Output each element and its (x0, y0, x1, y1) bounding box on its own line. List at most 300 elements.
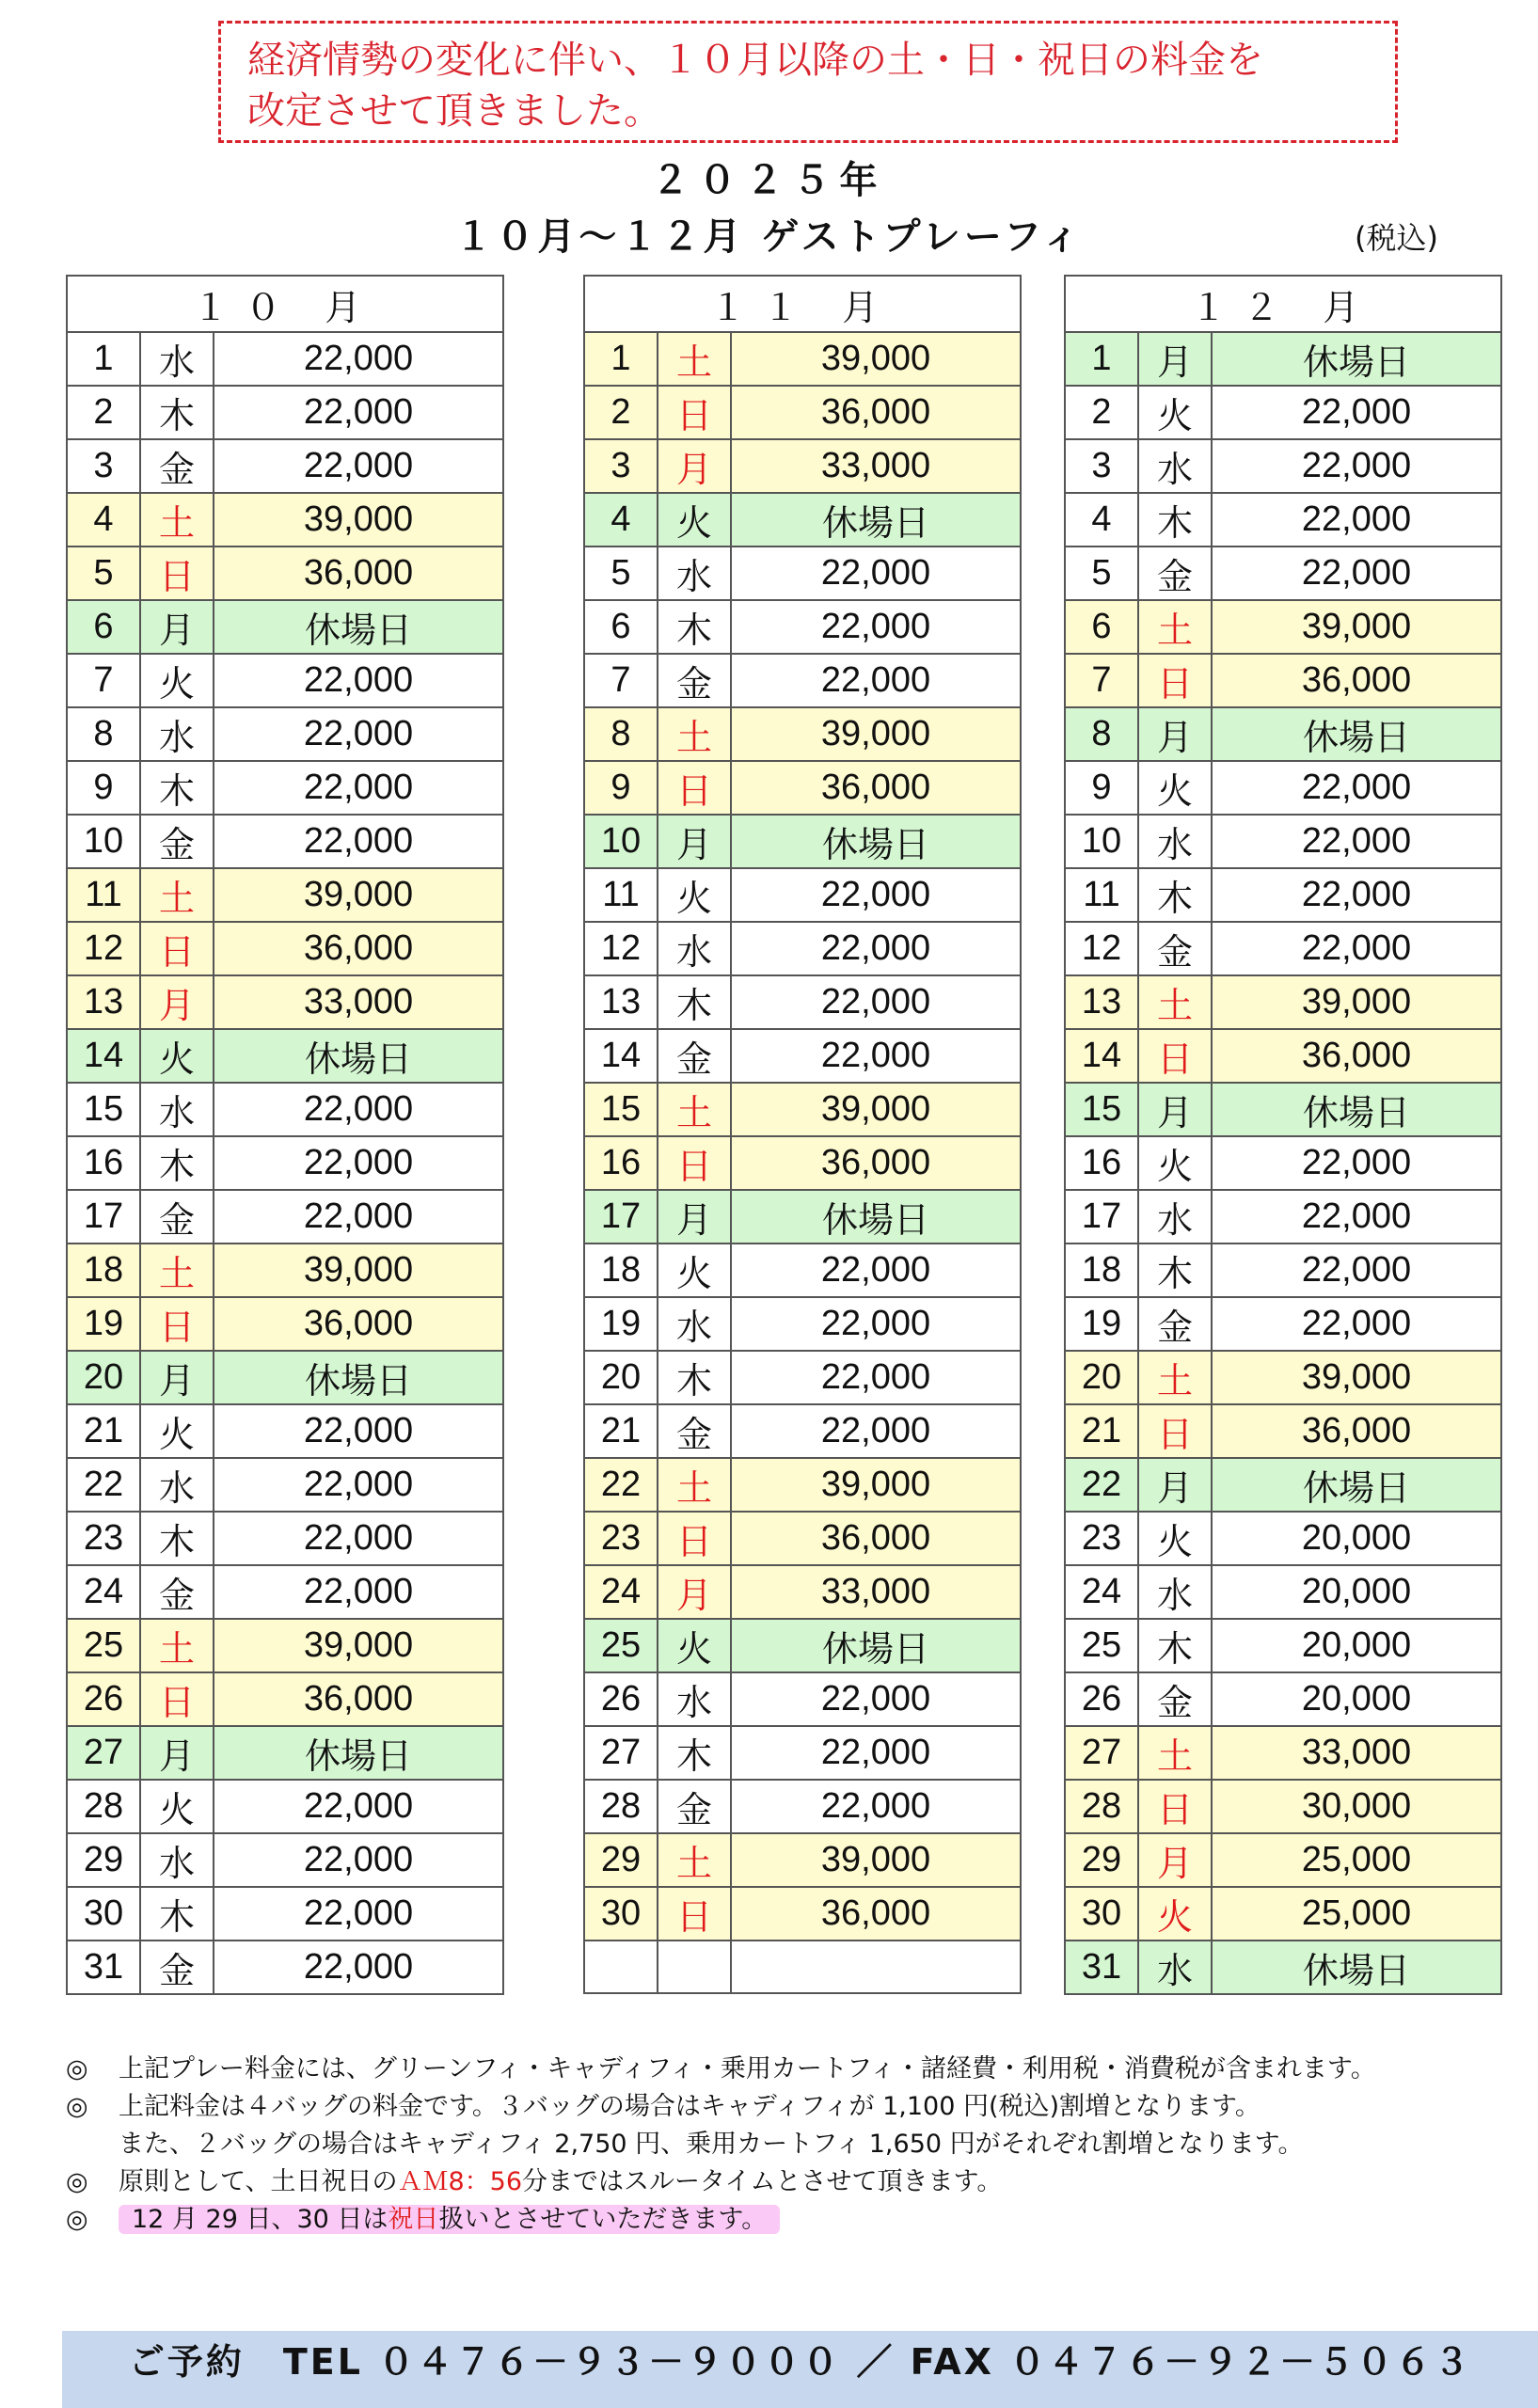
weekday: 水 (1138, 439, 1212, 493)
day-row (1065, 1941, 1501, 1994)
day-row (1065, 975, 1501, 1029)
weekday: 火 (140, 1404, 214, 1458)
day-number: 12 (584, 922, 658, 975)
weekday: 日 (658, 761, 731, 815)
day-number: 8 (1065, 707, 1138, 761)
fee: 22,000 (1212, 1297, 1501, 1351)
weekday: 水 (1138, 815, 1212, 868)
day-number: 5 (67, 547, 140, 600)
fee: 休場日 (731, 493, 1021, 547)
day-row (584, 1887, 1021, 1941)
day-row (67, 1941, 503, 1994)
day-row (67, 1458, 503, 1512)
fee: 39,000 (1212, 1351, 1501, 1404)
weekday: 火 (1138, 1512, 1212, 1565)
month-header: １２ 月 (1065, 276, 1501, 332)
fee: 22,000 (1212, 547, 1501, 600)
fee: 22,000 (731, 600, 1021, 654)
weekday: 木 (1138, 1244, 1212, 1297)
weekday: 火 (1138, 1136, 1212, 1190)
fee (731, 1941, 1021, 1993)
weekday: 水 (140, 1083, 214, 1136)
day-number: 5 (584, 547, 658, 600)
fee: 22,000 (214, 332, 503, 386)
weekday: 水 (1138, 1941, 1212, 1994)
day-number: 19 (584, 1297, 658, 1351)
month-header: １１ 月 (584, 276, 1021, 332)
day-row (67, 332, 503, 386)
day-row (67, 386, 503, 439)
fee: 36,000 (731, 1887, 1021, 1941)
fee: 39,000 (731, 1458, 1021, 1512)
weekday: 金 (140, 1190, 214, 1244)
fee: 20,000 (1212, 1672, 1501, 1726)
day-row (67, 1297, 503, 1351)
fee: 22,000 (731, 1404, 1021, 1458)
day-row (584, 1833, 1021, 1887)
day-row (584, 1780, 1021, 1833)
fee: 休場日 (214, 1351, 503, 1404)
day-row (584, 922, 1021, 975)
weekday: 木 (658, 600, 731, 654)
fee: 36,000 (1212, 654, 1501, 707)
notice-line-2: 改定させて頂きました。 (247, 89, 661, 133)
weekday: 月 (658, 439, 731, 493)
weekday: 金 (658, 654, 731, 707)
day-number: 18 (67, 1244, 140, 1297)
weekday: 火 (658, 1619, 731, 1672)
fee: 33,000 (731, 439, 1021, 493)
weekday (658, 1941, 731, 1993)
fee: 39,000 (214, 1244, 503, 1297)
weekday: 月 (658, 1190, 731, 1244)
fee: 22,000 (1212, 1136, 1501, 1190)
note-3 (66, 2163, 1514, 2201)
fee: 39,000 (731, 1083, 1021, 1136)
fee: 22,000 (214, 386, 503, 439)
day-number: 30 (584, 1887, 658, 1941)
fee: 22,000 (214, 1780, 503, 1833)
day-row (584, 1244, 1021, 1297)
fee: 36,000 (214, 547, 503, 600)
day-number: 19 (67, 1297, 140, 1351)
day-number: 12 (67, 922, 140, 975)
double-circle-icon: ◎ (66, 2054, 88, 2083)
fee: 22,000 (214, 1404, 503, 1458)
weekday: 火 (140, 1780, 214, 1833)
fee: 22,000 (214, 1458, 503, 1512)
day-number: 15 (584, 1083, 658, 1136)
weekday: 土 (658, 1458, 731, 1512)
weekday: 土 (658, 332, 731, 386)
weekday: 火 (140, 654, 214, 707)
fee: 36,000 (731, 761, 1021, 815)
weekday: 月 (1138, 332, 1212, 386)
weekday: 土 (658, 707, 731, 761)
day-row (584, 386, 1021, 439)
weekday: 木 (140, 1136, 214, 1190)
day-number: 29 (584, 1833, 658, 1887)
double-circle-icon: ◎ (66, 2092, 88, 2121)
day-number: 28 (1065, 1780, 1138, 1833)
fee: 22,000 (731, 1726, 1021, 1780)
day-row (584, 1136, 1021, 1190)
day-row (67, 1780, 503, 1833)
weekday: 月 (658, 815, 731, 868)
day-number: 27 (1065, 1726, 1138, 1780)
weekday: 木 (1138, 1619, 1212, 1672)
day-row (584, 815, 1021, 868)
weekday: 金 (140, 815, 214, 868)
day-row (584, 1672, 1021, 1726)
day-row (584, 1351, 1021, 1404)
day-number: 11 (584, 868, 658, 922)
fee: 22,000 (731, 1672, 1021, 1726)
fee: 休場日 (731, 1619, 1021, 1672)
weekday: 日 (1138, 1404, 1212, 1458)
day-number: 21 (67, 1404, 140, 1458)
day-row (584, 1029, 1021, 1083)
day-row (584, 547, 1021, 600)
day-row (1065, 815, 1501, 868)
weekday: 月 (1138, 1458, 1212, 1512)
weekday: 土 (658, 1833, 731, 1887)
page-title: １０月～１２月 ゲストプレーフィ (454, 215, 1084, 259)
weekday: 水 (1138, 1565, 1212, 1619)
day-row (1065, 1458, 1501, 1512)
day-number: 4 (1065, 493, 1138, 547)
day-row (1065, 386, 1501, 439)
fee: 22,000 (731, 654, 1021, 707)
day-row (67, 1244, 503, 1297)
fee: 22,000 (731, 868, 1021, 922)
fee: 36,000 (731, 1136, 1021, 1190)
day-number: 6 (584, 600, 658, 654)
fee: 25,000 (1212, 1887, 1501, 1941)
day-number: 14 (584, 1029, 658, 1083)
day-row (67, 922, 503, 975)
weekday: 月 (658, 1565, 731, 1619)
fee: 33,000 (214, 975, 503, 1029)
weekday: 土 (140, 868, 214, 922)
day-row (67, 1672, 503, 1726)
weekday: 金 (140, 1565, 214, 1619)
weekday: 水 (140, 707, 214, 761)
day-number: 2 (1065, 386, 1138, 439)
fee: 22,000 (1212, 493, 1501, 547)
day-row (1065, 707, 1501, 761)
weekday: 火 (658, 493, 731, 547)
weekday: 月 (140, 1351, 214, 1404)
fee: 22,000 (1212, 815, 1501, 868)
fee: 20,000 (1212, 1619, 1501, 1672)
day-row (67, 815, 503, 868)
fee: 休場日 (1212, 1458, 1501, 1512)
day-row (584, 1565, 1021, 1619)
day-row (584, 1190, 1021, 1244)
day-number: 6 (1065, 600, 1138, 654)
day-number: 27 (584, 1726, 658, 1780)
fee: 39,000 (731, 707, 1021, 761)
day-number: 16 (584, 1136, 658, 1190)
note-text: 上記料金は４バッグの料金です。３バッグの場合はキャディフィが 1,100 円(税込)割増となります。 (119, 2092, 1261, 2121)
reservation-footer: ご予約 TEL ０４７６－９３－９０００ ／ FAX ０４７６－９２－５０６３ (62, 2331, 1538, 2408)
day-row (67, 1726, 503, 1780)
day-row (1065, 1780, 1501, 1833)
note-text: 扱いとさせていただきます。 (438, 2205, 768, 2234)
weekday: 木 (1138, 493, 1212, 547)
fee: 22,000 (731, 922, 1021, 975)
day-number: 15 (1065, 1083, 1138, 1136)
day-row (67, 547, 503, 600)
day-number: 25 (67, 1619, 140, 1672)
day-row (67, 1136, 503, 1190)
fee: 休場日 (1212, 707, 1501, 761)
day-number: 17 (67, 1190, 140, 1244)
weekday: 水 (1138, 1190, 1212, 1244)
fee: 39,000 (1212, 600, 1501, 654)
weekday: 木 (140, 386, 214, 439)
fee: 22,000 (214, 1136, 503, 1190)
day-row (67, 761, 503, 815)
day-number: 9 (67, 761, 140, 815)
note-2 (66, 2088, 1514, 2163)
fee: 22,000 (1212, 868, 1501, 922)
note-text: 原則として、土日祝日の (119, 2167, 398, 2196)
weekday: 土 (658, 1083, 731, 1136)
day-number: 3 (1065, 439, 1138, 493)
day-row (584, 493, 1021, 547)
day-number: 2 (67, 386, 140, 439)
weekday: 水 (658, 1672, 731, 1726)
day-number: 29 (1065, 1833, 1138, 1887)
fee: 22,000 (214, 1512, 503, 1565)
fee: 22,000 (214, 707, 503, 761)
fee: 休場日 (214, 600, 503, 654)
day-row (1065, 1083, 1501, 1136)
day-number: 18 (584, 1244, 658, 1297)
fee: 22,000 (731, 1780, 1021, 1833)
weekday: 月 (1138, 707, 1212, 761)
day-row (67, 1029, 503, 1083)
weekday: 水 (140, 1458, 214, 1512)
fee: 36,000 (214, 1672, 503, 1726)
weekday: 木 (658, 975, 731, 1029)
day-number: 29 (67, 1833, 140, 1887)
day-row (584, 975, 1021, 1029)
day-row (67, 493, 503, 547)
december-table (1064, 275, 1502, 1995)
fee: 36,000 (214, 922, 503, 975)
weekday: 日 (1138, 654, 1212, 707)
day-number: 10 (1065, 815, 1138, 868)
day-number: 25 (584, 1619, 658, 1672)
weekday: 日 (140, 1297, 214, 1351)
day-number: 22 (1065, 1458, 1138, 1512)
day-number: 18 (1065, 1244, 1138, 1297)
fee: 33,000 (731, 1565, 1021, 1619)
day-number: 13 (67, 975, 140, 1029)
day-number: 7 (1065, 654, 1138, 707)
note-text: 12 月 29 日、30 日は (132, 2205, 388, 2234)
day-row (1065, 600, 1501, 654)
weekday: 火 (140, 1029, 214, 1083)
fee: 20,000 (1212, 1512, 1501, 1565)
day-row (67, 1190, 503, 1244)
day-number: 15 (67, 1083, 140, 1136)
weekday: 木 (140, 761, 214, 815)
fee: 休場日 (731, 815, 1021, 868)
day-row (1065, 332, 1501, 386)
year-title: ２０２５年 (651, 159, 887, 202)
day-row (584, 1458, 1021, 1512)
fee: 30,000 (1212, 1780, 1501, 1833)
day-row (584, 707, 1021, 761)
fee: 39,000 (731, 332, 1021, 386)
note-text: 上記プレー料金には、グリーンフィ・キャディフィ・乗用カートフィ・諸経費・利用税・消費税が含まれます。 (119, 2054, 1376, 2083)
weekday: 金 (658, 1780, 731, 1833)
weekday: 木 (140, 1512, 214, 1565)
weekday: 金 (140, 439, 214, 493)
fee: 36,000 (731, 1512, 1021, 1565)
fee: 休場日 (1212, 1941, 1501, 1994)
day-number: 22 (67, 1458, 140, 1512)
fee: 22,000 (731, 975, 1021, 1029)
day-number: 31 (67, 1941, 140, 1994)
day-number: 28 (584, 1780, 658, 1833)
day-row (67, 654, 503, 707)
day-number: 12 (1065, 922, 1138, 975)
day-number: 26 (67, 1672, 140, 1726)
day-row (67, 975, 503, 1029)
fee: 22,000 (1212, 1190, 1501, 1244)
notice-box (218, 21, 1398, 143)
day-number: 16 (67, 1136, 140, 1190)
fee: 22,000 (731, 1351, 1021, 1404)
weekday: 日 (140, 1672, 214, 1726)
fee: 22,000 (731, 1029, 1021, 1083)
day-number: 20 (1065, 1351, 1138, 1404)
fee: 22,000 (214, 1887, 503, 1941)
weekday: 金 (140, 1941, 214, 1994)
day-row (1065, 922, 1501, 975)
day-row (1065, 1833, 1501, 1887)
day-row (67, 1619, 503, 1672)
day-number: 30 (67, 1887, 140, 1941)
fee: 22,000 (731, 1244, 1021, 1297)
weekday: 日 (658, 386, 731, 439)
tax-label: (税込) (1355, 220, 1438, 256)
day-number: 2 (584, 386, 658, 439)
day-number: 4 (584, 493, 658, 547)
day-number: 31 (1065, 1941, 1138, 1994)
day-number: 27 (67, 1726, 140, 1780)
day-number: 3 (584, 439, 658, 493)
day-number: 17 (1065, 1190, 1138, 1244)
weekday: 月 (140, 975, 214, 1029)
weekday: 月 (1138, 1083, 1212, 1136)
day-number: 26 (584, 1672, 658, 1726)
day-number (584, 1941, 658, 1993)
day-number: 3 (67, 439, 140, 493)
fee: 39,000 (731, 1833, 1021, 1887)
fee: 22,000 (1212, 922, 1501, 975)
fee: 36,000 (214, 1297, 503, 1351)
note-4 (66, 2201, 1514, 2239)
day-row (67, 1565, 503, 1619)
weekday: 日 (658, 1887, 731, 1941)
day-row (584, 600, 1021, 654)
day-row (1065, 1351, 1501, 1404)
day-number: 1 (1065, 332, 1138, 386)
day-number: 4 (67, 493, 140, 547)
weekday: 土 (1138, 975, 1212, 1029)
fee: 休場日 (214, 1726, 503, 1780)
fee: 22,000 (214, 761, 503, 815)
day-row (67, 1404, 503, 1458)
weekday: 木 (658, 1726, 731, 1780)
weekday: 月 (1138, 1833, 1212, 1887)
fee: 33,000 (1212, 1726, 1501, 1780)
weekday: 土 (1138, 1726, 1212, 1780)
day-number: 10 (67, 815, 140, 868)
day-number: 26 (1065, 1672, 1138, 1726)
weekday: 火 (658, 868, 731, 922)
fee: 39,000 (214, 868, 503, 922)
day-number: 13 (1065, 975, 1138, 1029)
day-number: 7 (67, 654, 140, 707)
day-row (584, 439, 1021, 493)
day-number: 11 (1065, 868, 1138, 922)
weekday: 金 (658, 1029, 731, 1083)
day-row (1065, 1404, 1501, 1458)
note-holiday: 祝日 (388, 2205, 439, 2234)
weekday: 金 (1138, 1672, 1212, 1726)
day-number: 9 (1065, 761, 1138, 815)
day-row (67, 868, 503, 922)
day-number: 8 (584, 707, 658, 761)
day-number: 10 (584, 815, 658, 868)
day-row (584, 654, 1021, 707)
day-row (1065, 1512, 1501, 1565)
fee: 22,000 (214, 439, 503, 493)
day-number: 17 (584, 1190, 658, 1244)
day-row (584, 1619, 1021, 1672)
fee: 22,000 (214, 654, 503, 707)
fee: 36,000 (1212, 1404, 1501, 1458)
day-number: 25 (1065, 1619, 1138, 1672)
notice-line-1: 経済情勢の変化に伴い、１０月以降の土・日・祝日の料金を (247, 39, 1263, 82)
day-row (1065, 1297, 1501, 1351)
note-time: ＡＭ8：56 (397, 2167, 523, 2196)
weekday: 水 (140, 1833, 214, 1887)
day-row (67, 1083, 503, 1136)
weekday: 金 (658, 1404, 731, 1458)
day-row (67, 1351, 503, 1404)
fee: 22,000 (214, 1941, 503, 1994)
day-number: 30 (1065, 1887, 1138, 1941)
weekday: 月 (140, 1726, 214, 1780)
day-number: 19 (1065, 1297, 1138, 1351)
weekday: 土 (1138, 600, 1212, 654)
day-number: 6 (67, 600, 140, 654)
day-row (67, 707, 503, 761)
fee: 休場日 (731, 1190, 1021, 1244)
fee: 休場日 (1212, 1083, 1501, 1136)
day-row (1065, 493, 1501, 547)
day-number: 5 (1065, 547, 1138, 600)
weekday: 木 (1138, 868, 1212, 922)
